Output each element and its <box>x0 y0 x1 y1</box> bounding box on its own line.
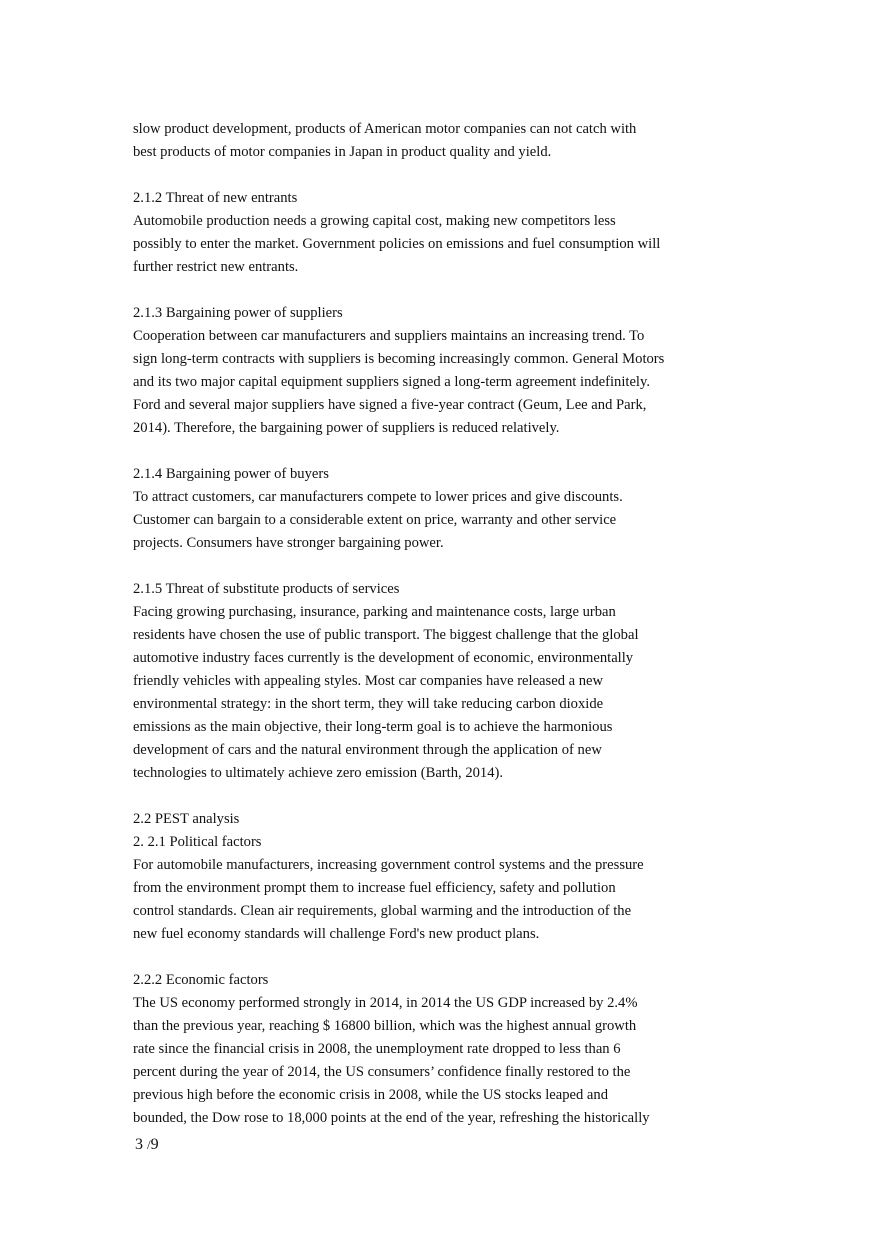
text-line: Facing growing purchasing, insurance, parking and maintenance costs, large urban <box>133 604 616 620</box>
text-line: Ford and several major suppliers have signed a five-year contract (Geum, Lee and Park, <box>133 397 647 413</box>
text-line: bounded, the Dow rose to 18,000 points at the end of the year, refreshing the historically <box>133 1110 650 1126</box>
text-line: rate since the financial crisis in 2008, the unemployment rate dropped to less than 6 <box>133 1041 621 1057</box>
text-line: sign long-term contracts with suppliers is becoming increasingly common. General Motors <box>133 351 665 367</box>
text-line: new fuel economy standards will challenge Ford's new product plans. <box>133 926 540 942</box>
text-line: percent during the year of 2014, the US consumers’ confidence finally restored to the <box>133 1064 631 1080</box>
text-line: residents have chosen the use of public transport. The biggest challenge that the global <box>133 627 639 643</box>
text-line: emissions as the main objective, their long-term goal is to achieve the harmonious <box>133 719 613 735</box>
paragraph <box>133 969 713 1130</box>
text-line: 2. 2.1 Political factors <box>133 834 262 850</box>
paragraph-gap <box>133 555 713 578</box>
text-line: than the previous year, reaching $ 16800 billion, which was the highest annual growth <box>133 1018 637 1034</box>
paragraph-gap <box>133 946 713 969</box>
text-line: environmental strategy: in the short term, they will take reducing carbon dioxide <box>133 696 604 712</box>
text-line: best products of motor companies in Japan in product quality and yield. <box>133 144 552 160</box>
page-footer <box>135 1134 159 1156</box>
body-text <box>133 118 713 1130</box>
paragraph-gap <box>133 164 713 187</box>
text-line: technologies to ultimately achieve zero emission (Barth, 2014). <box>133 765 504 781</box>
text-line: further restrict new entrants. <box>133 259 299 275</box>
text-line: automotive industry faces currently is the development of economic, environmentally <box>133 650 634 666</box>
text-line: 2.1.4 Bargaining power of buyers <box>133 466 329 482</box>
text-line: To attract customers, car manufacturers compete to lower prices and give discounts. <box>133 489 623 505</box>
text-line: control standards. Clean air requirements, global warming and the introduction of the <box>133 903 632 919</box>
page-separator: / <box>147 1137 151 1152</box>
paragraph <box>133 808 713 946</box>
paragraph <box>133 118 713 164</box>
page-number: 3 <box>135 1136 143 1153</box>
text-line: projects. Consumers have stronger bargaining power. <box>133 535 444 551</box>
text-line: development of cars and the natural environment through the application of new <box>133 742 602 758</box>
text-line: 2014). Therefore, the bargaining power of suppliers is reduced relatively. <box>133 420 560 436</box>
text-line: For automobile manufacturers, increasing government control systems and the pressure <box>133 857 644 873</box>
text-line: Cooperation between car manufacturers and suppliers maintains an increasing trend. To <box>133 328 645 344</box>
text-line: friendly vehicles with appealing styles. Most car companies have released a new <box>133 673 604 689</box>
text-line: The US economy performed strongly in 2014, in 2014 the US GDP increased by 2.4% <box>133 995 638 1011</box>
page-total: 9 <box>150 1136 159 1153</box>
text-line: 2.2.2 Economic factors <box>133 972 269 988</box>
paragraph-gap <box>133 785 713 808</box>
text-line: previous high before the economic crisis in 2008, while the US stocks leaped and <box>133 1087 608 1103</box>
paragraph-gap <box>133 440 713 463</box>
paragraph-gap <box>133 279 713 302</box>
text-line: Customer can bargain to a considerable extent on price, warranty and other service <box>133 512 617 528</box>
paragraph <box>133 463 713 555</box>
paragraph <box>133 302 713 440</box>
text-line: 2.1.3 Bargaining power of suppliers <box>133 305 343 321</box>
text-line: 2.1.2 Threat of new entrants <box>133 190 298 206</box>
text-line: Automobile production needs a growing capital cost, making new competitors less <box>133 213 616 229</box>
paragraph <box>133 578 713 785</box>
text-line: from the environment prompt them to increase fuel efficiency, safety and pollution <box>133 880 616 896</box>
paragraph <box>133 187 713 279</box>
text-line: 2.1.5 Threat of substitute products of services <box>133 581 400 597</box>
text-line: and its two major capital equipment suppliers signed a long-term agreement indefinitely. <box>133 374 650 390</box>
text-line: possibly to enter the market. Government policies on emissions and fuel consumption will <box>133 236 661 252</box>
text-line: 2.2 PEST analysis <box>133 811 240 827</box>
text-line: slow product development, products of American motor companies can not catch with <box>133 121 637 137</box>
